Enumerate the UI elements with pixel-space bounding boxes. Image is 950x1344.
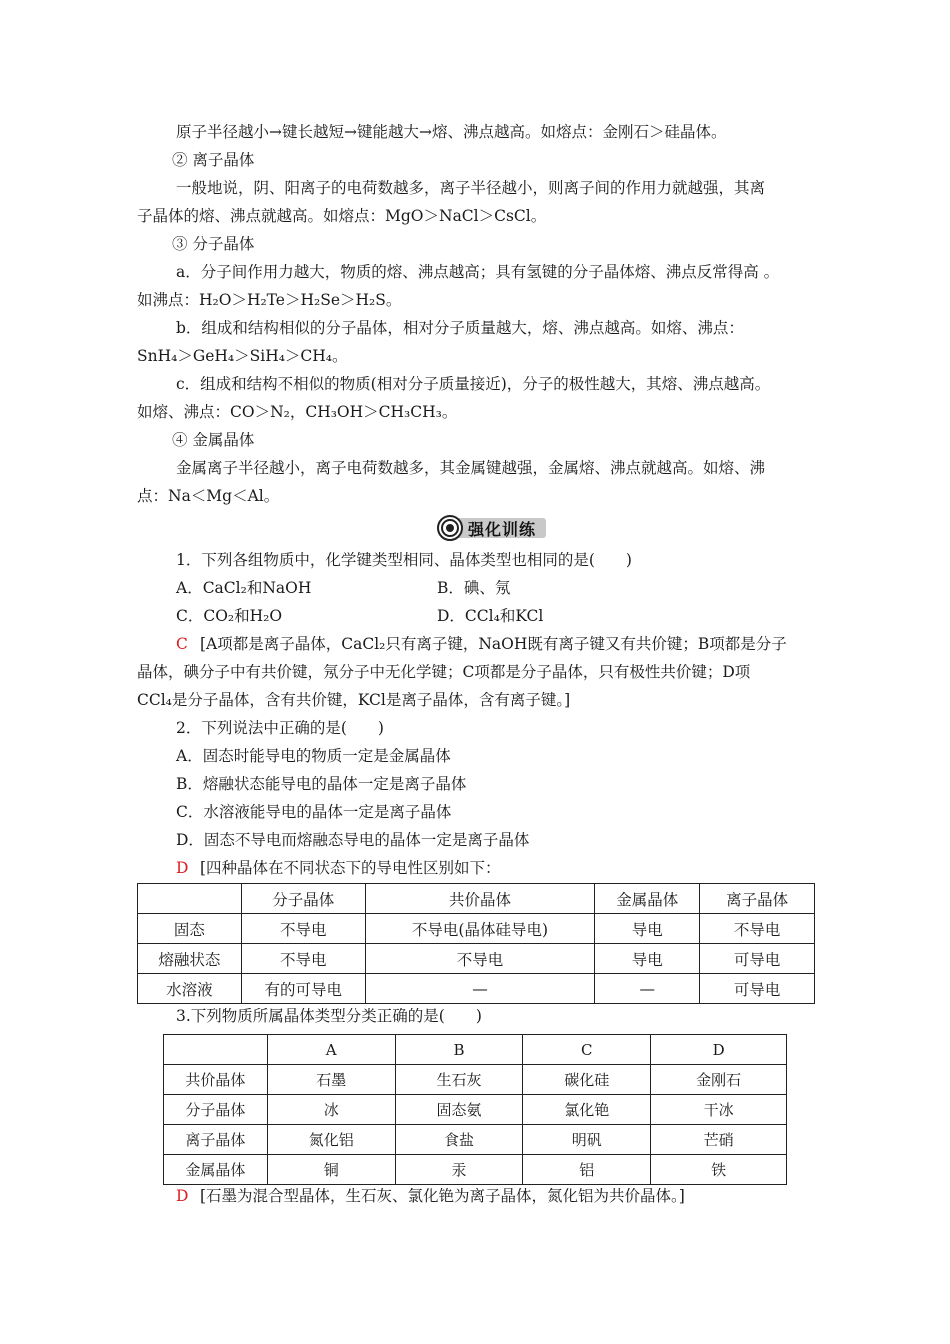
- table-cell: 可导电: [700, 974, 815, 1004]
- table-cell: 熔融状态: [138, 944, 242, 974]
- table-cell: 可导电: [700, 944, 815, 974]
- table-header-row: [164, 1035, 787, 1065]
- table-row: [164, 1095, 787, 1125]
- text-line: 子晶体的熔、沸点就越高。如熔点：MgO＞NaCl＞CsCl。: [137, 207, 547, 225]
- table-cell: 氮化铝: [267, 1125, 395, 1155]
- table-cell: [164, 1035, 268, 1065]
- table-cell: 导电: [595, 914, 700, 944]
- table-cell: —: [595, 974, 700, 1004]
- section-heading: ③ 分子晶体: [172, 235, 255, 253]
- answer-letter: C: [176, 635, 188, 653]
- table-cell: 不导电: [241, 914, 365, 944]
- section-banner: [436, 513, 548, 543]
- table-cell: C: [523, 1035, 651, 1065]
- table-cell: 铁: [651, 1155, 787, 1185]
- option-d: D．CCl₄和KCl: [437, 607, 544, 625]
- table-row: [164, 1065, 787, 1095]
- explanation-line: [石墨为混合型晶体，生石灰、氯化铯为离子晶体，氮化铝为共价晶体。]: [200, 1187, 685, 1205]
- option-c: C．水溶液能导电的晶体一定是离子晶体: [176, 803, 452, 821]
- explanation-line: 晶体，碘分子中有共价键，氖分子中无化学键；C项都是分子晶体，只有极性共价键；D项: [137, 663, 751, 681]
- table-cell: D: [651, 1035, 787, 1065]
- table-cell: 金属晶体: [164, 1155, 268, 1185]
- table-cell: A: [267, 1035, 395, 1065]
- table-cell: 生石灰: [395, 1065, 523, 1095]
- table-cell: 明矾: [523, 1125, 651, 1155]
- table-cell: 碳化硅: [523, 1065, 651, 1095]
- explanation-line: [四种晶体在不同状态下的导电性区别如下：: [200, 859, 501, 877]
- table-cell: 石墨: [267, 1065, 395, 1095]
- table-cell: 不导电: [365, 944, 595, 974]
- table-cell: 食盐: [395, 1125, 523, 1155]
- question-stem: 2．下列说法中正确的是( ): [176, 719, 384, 737]
- table-row: [138, 974, 815, 1004]
- table-row: [164, 1125, 787, 1155]
- table-row: [138, 944, 815, 974]
- table-cell: 干冰: [651, 1095, 787, 1125]
- text-line: 点：Na＜Mg＜Al。: [137, 487, 280, 505]
- conductivity-table: [137, 883, 815, 1004]
- target-icon: [436, 514, 464, 542]
- option-a: A．固态时能导电的物质一定是金属晶体: [176, 747, 451, 765]
- table-cell: 离子晶体: [164, 1125, 268, 1155]
- question-stem: 3.下列物质所属晶体类型分类正确的是( ): [176, 1007, 482, 1025]
- table-cell: 分子晶体: [241, 884, 365, 914]
- table-cell: 水溶液: [138, 974, 242, 1004]
- text-line: b．组成和结构相似的分子晶体，相对分子质量越大，熔、沸点越高。如熔、沸点：: [176, 319, 744, 337]
- table-cell: —: [365, 974, 595, 1004]
- option-c: C．CO₂和H₂O: [176, 607, 283, 625]
- answer-letter: D: [176, 859, 189, 877]
- text-line: 原子半径越小→键长越短→键能越大→熔、沸点越高。如熔点：金刚石＞硅晶体。: [176, 123, 727, 141]
- option-d: D．固态不导电而熔融态导电的晶体一定是离子晶体: [176, 831, 530, 849]
- explanation-line: [A项都是离子晶体，CaCl₂只有离子键，NaOH既有离子键又有共价键；B项都是分子: [200, 635, 787, 653]
- table-cell: 分子晶体: [164, 1095, 268, 1125]
- crystal-classification-table: [163, 1034, 787, 1185]
- table-row: [138, 914, 815, 944]
- table-cell: 不导电: [241, 944, 365, 974]
- option-a: A．CaCl₂和NaOH: [176, 579, 312, 597]
- table-cell: [138, 884, 242, 914]
- section-heading: ④ 金属晶体: [172, 431, 255, 449]
- table-cell: 离子晶体: [700, 884, 815, 914]
- text-line: 一般地说，阴、阳离子的电荷数越多，离子半径越小，则离子间的作用力就越强，其离: [176, 179, 766, 197]
- text-line: 如熔、沸点：CO＞N₂，CH₃OH＞CH₃CH₃。: [137, 403, 458, 421]
- text-line: 金属离子半径越小，离子电荷数越多，其金属键越强，金属熔、沸点就越高。如熔、沸: [176, 459, 766, 477]
- table-header-row: [138, 884, 815, 914]
- table-cell: 芒硝: [651, 1125, 787, 1155]
- table-cell: 金刚石: [651, 1065, 787, 1095]
- text-line: c．组成和结构不相似的物质(相对分子质量接近)，分子的极性越大，其熔、沸点越高。: [176, 375, 771, 393]
- table-cell: 不导电: [700, 914, 815, 944]
- table-cell: 共价晶体: [365, 884, 595, 914]
- table-cell: 固态氨: [395, 1095, 523, 1125]
- table-row: [164, 1155, 787, 1185]
- question-stem: 1．下列各组物质中，化学键类型相同、晶体类型也相同的是( ): [176, 551, 632, 569]
- answer-letter: D: [176, 1187, 189, 1205]
- table-cell: 氯化铯: [523, 1095, 651, 1125]
- table-cell: 固态: [138, 914, 242, 944]
- banner-title: 强化训练: [468, 520, 537, 539]
- table-cell: 金属晶体: [595, 884, 700, 914]
- explanation-line: CCl₄是分子晶体，含有共价键，KCl是离子晶体，含有离子键。]: [137, 691, 571, 709]
- option-b: B．碘、氖: [437, 579, 511, 597]
- section-heading: ② 离子晶体: [172, 151, 255, 169]
- table-cell: 铝: [523, 1155, 651, 1185]
- table-cell: B: [395, 1035, 523, 1065]
- table-cell: 汞: [395, 1155, 523, 1185]
- text-line: a．分子间作用力越大，物质的熔、沸点越高；具有氢键的分子晶体熔、沸点反常得高 。: [176, 263, 780, 281]
- table-cell: 导电: [595, 944, 700, 974]
- table-cell: 共价晶体: [164, 1065, 268, 1095]
- table-cell: 冰: [267, 1095, 395, 1125]
- option-b: B．熔融状态能导电的晶体一定是离子晶体: [176, 775, 467, 793]
- table-cell: 不导电(晶体硅导电): [365, 914, 595, 944]
- text-line: 如沸点：H₂O＞H₂Te＞H₂Se＞H₂S。: [137, 291, 402, 309]
- table-cell: 铜: [267, 1155, 395, 1185]
- table-cell: 有的可导电: [241, 974, 365, 1004]
- text-line: SnH₄＞GeH₄＞SiH₄＞CH₄。: [137, 347, 348, 365]
